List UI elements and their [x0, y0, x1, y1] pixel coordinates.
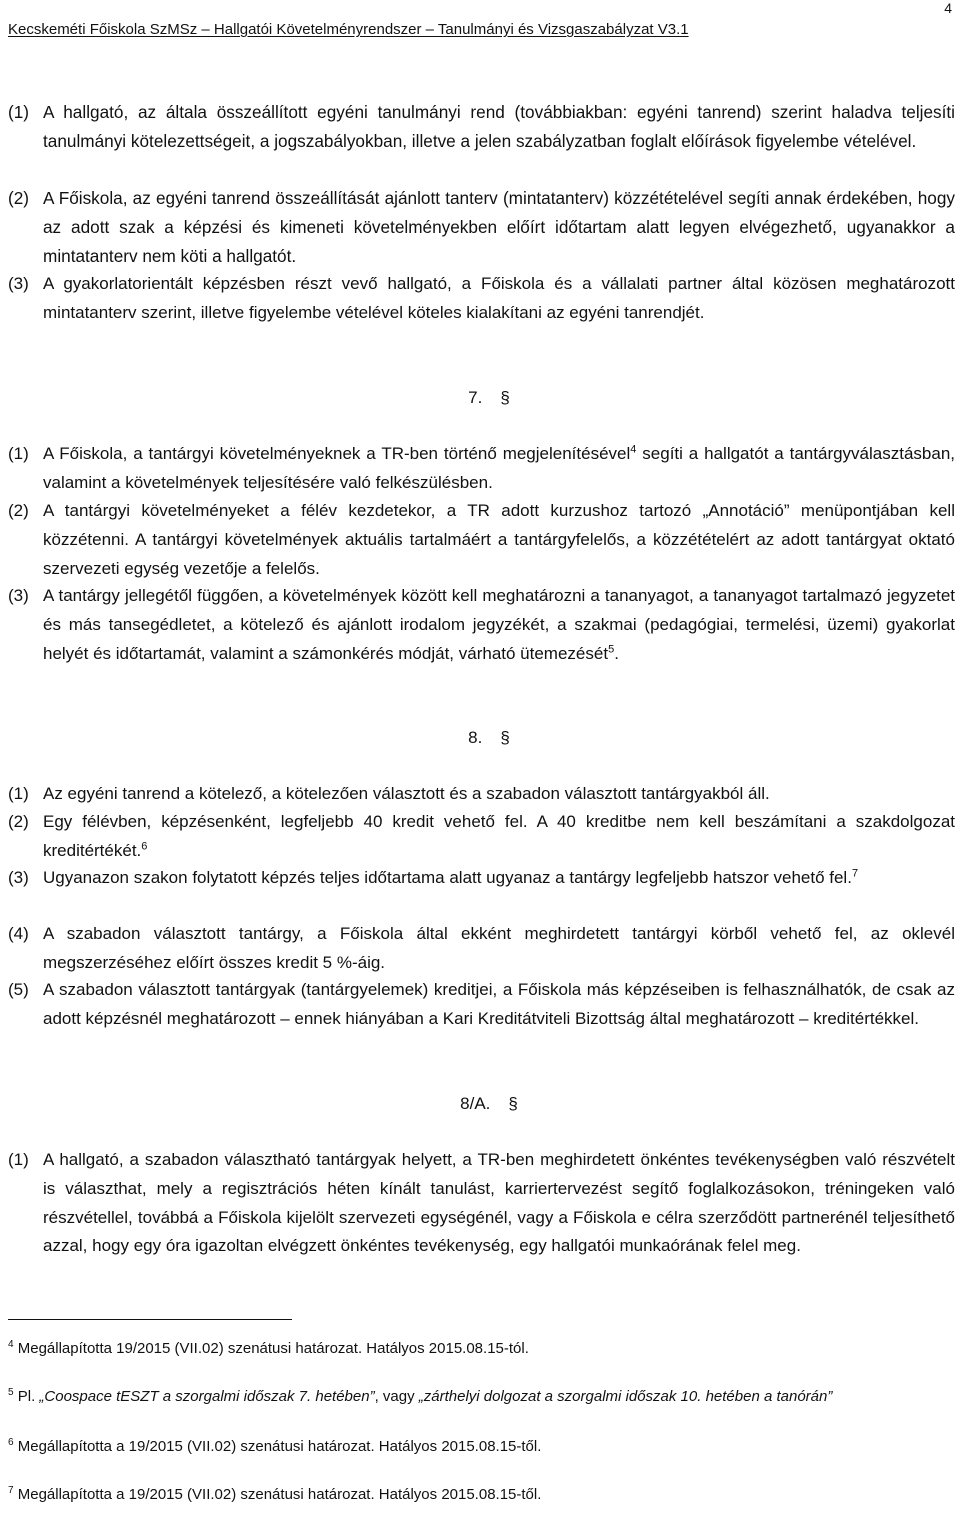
section8-paragraph-3: (3) Ugyanazon szakon folytatott képzés teljes időtartama alatt ugyanaz a tantárgy legfeljebb hatszor vehető fel.$^7$ — [8, 867, 859, 887]
intro-paragraph-2: (2) A Főiskola, az egyéni tanrend összeállítását ajánlott tanterv (mintatanterv) közzétételével segíti annak érdekében, hogy az adott szak a képzési és kimeneti követelményekben előírt időtartam alatt legyen elvégezhető, ugyanakkor a mintatanterv nem köti a hallgatót. — [8, 188, 955, 266]
footnote-ref-7[interactable]: 7 — [851, 867, 859, 880]
intro-paragraph-1: (1) A hallgató, az általa összeállított egyéni tanulmányi rend (továbbiakban: egyéni tanrend) szerint haladva teljesíti tanulmányi kötelezettségeit, a jogszabályokban, illetve a jelen szabályzatban foglalt előírások figyelembe vételével. — [8, 102, 955, 151]
footnote-6: $^6$ Megállapította a 19/2015 (VII.02) szenátusi határozat. Hatályos 2015.08.15-től. — [8, 1437, 542, 1455]
section8-paragraph-1: (1) Az egyéni tanrend a kötelező, a kötelezően választott és a szabadon választott tantárgyakból áll. — [8, 784, 770, 803]
footnote-5: $^5$ Pl. „Coospace tESZT a szorgalmi időszak 7. hetében”, vagy „zárthelyi dolgozat a szorgalmi időszak 10. hetében a tanórán” — [8, 1387, 833, 1405]
page-number: 4 — [944, 0, 952, 16]
section8-paragraph-4: (4) A szabadon választott tantárgy, a Főiskola által ekként meghirdetett tantárgyi körből vehető fel, az oklevél megszerzéséhez előírt összes kredit 5 %-áig. — [8, 924, 955, 972]
section7-paragraph-1: (1) A Főiskola, a tantárgyi követelményeknek a TR-ben történő megjelenítésével$^4$ segíti a hallgatót a tantárgyválasztásban, valamint a követelmények teljesítésére való felkészülésben. — [8, 443, 956, 492]
section7-paragraph-3: (3) A tantárgy jellegétől függően, a követelmények között kell meghatározni a tananyagot, a tananyagot tartalmazó jegyzetet és más tansegédletet, a kötelező és ajánlott irodalom jegyzékét, a szakmai (pedagógiai, termelési, üzemi) gyakorlat helyét és időtartamát, valamint a számonkérés módját, várható ütemezését$^5$. — [8, 586, 955, 663]
section-heading-8: 8. § — [468, 728, 510, 747]
section8a-paragraph-1: (1) A hallgató, a szabadon választható tantárgyak helyett, a TR-ben meghirdetett önkéntes tevékenységben való részvételt is választhat, mely a regisztrációs héten kínált tanulást, karriertervezést segítő foglalkozásokon, tréningeken való részvétellel, továbbá a Főiskola kijelölt szervezeti egységénél, vagy a Főiskola e célra szerződött partnerénél teljesíthető azzal, hogy egy óra igazoltan elvégzett önkéntes tevékenység, egy hallgatói munkaórának felel meg. — [8, 1150, 955, 1256]
footnote-ref-4[interactable]: 4 — [630, 443, 637, 456]
section7-paragraph-2: (2) A tantárgyi követelményeket a félév kezdetekor, a TR adott kurzushoz tartozó „Annotáció” menüpontjában kell közzétenni. A tantárgyi követelmények aktuális tartalmáért a tantárgyfelelős, a közzétételért az adott tantárgyat oktató szervezeti egység vezetője a felelős. — [8, 501, 955, 578]
footnote-4: $^4$ Megállapította 19/2015 (VII.02) szenátusi határozat. Hatályos 2015.08.15-tól. — [8, 1339, 529, 1357]
intro-paragraph-3: (3) A gyakorlatorientált képzésben részt vevő hallgató, a Főiskola és a vállalati partner által közösen meghatározott mintatanterv szerint, illetve figyelembe vételével köteles kialakítani az egyéni tanrendjét. — [8, 274, 955, 322]
section-heading-8a: 8/A. § — [460, 1094, 518, 1113]
section8-paragraph-2: (2) Egy félévben, képzésenként, legfeljebb 40 kredit vehető fel. A 40 kreditbe nem kell beszámítani a szakdolgozat kreditértékét.$^6$ — [8, 812, 955, 860]
section-heading-7: 7. § — [468, 388, 510, 407]
document-title: Kecskeméti Főiskola SzMSz – Hallgatói Követelményrendszer – Tanulmányi és Vizsgaszabályzat V3.1 — [8, 21, 689, 38]
footnote-separator — [8, 1319, 292, 1320]
section8-paragraph-5: (5) A szabadon választott tantárgyak (tantárgyelemek) kreditjei, a Főiskola más képzéseiben is felhasználhatók, de csak az adott képzésnél meghatározott – ennek hiányában a Kari Kreditátviteli Bizottság által meghatározott – kreditértékkel. — [8, 980, 955, 1028]
running-header — [8, 20, 952, 40]
footnote-7: $^7$ Megállapította a 19/2015 (VII.02) szenátusi határozat. Hatályos 2015.08.15-től. — [8, 1485, 542, 1503]
footnote-ref-6[interactable]: 6 — [141, 840, 148, 853]
footnote-ref-5[interactable]: 5 — [608, 642, 615, 655]
